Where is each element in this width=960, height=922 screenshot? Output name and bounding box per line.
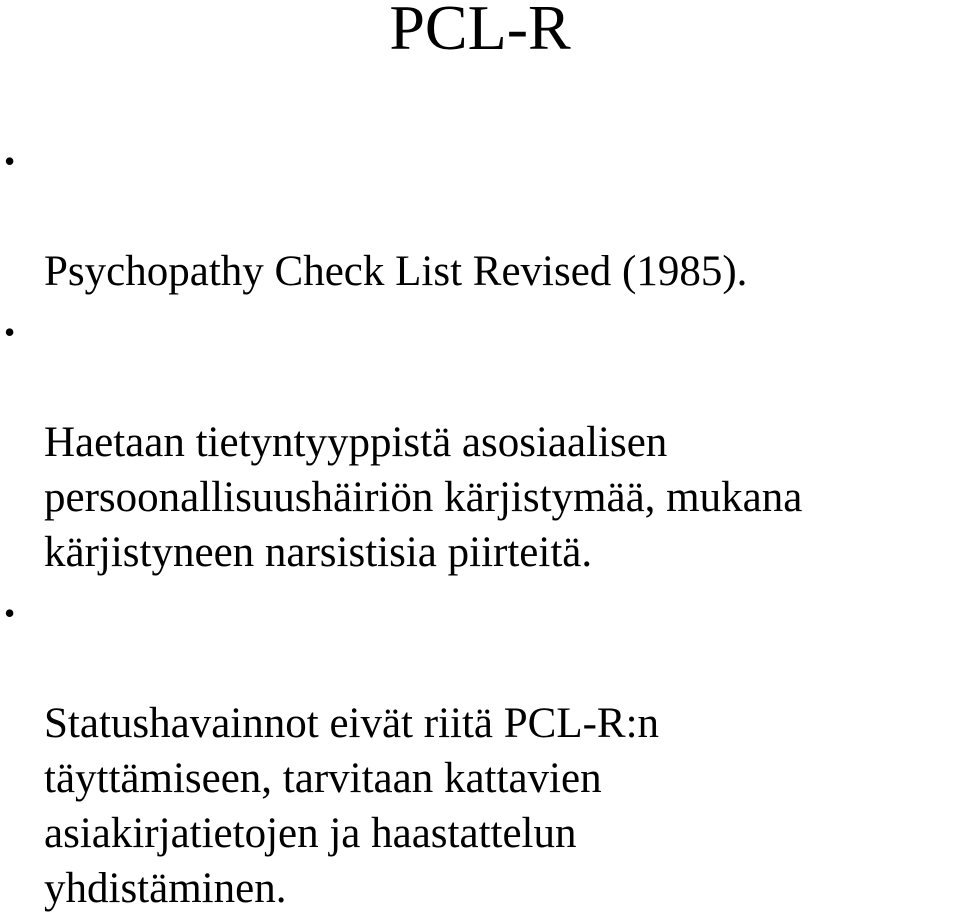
- bullet-text: Haetaan tietyntyyppistä asosiaalisen persoonallisuushäiriön kärjistymää, mukana kärjistyneen narsistisia piirteitä.: [44, 419, 803, 576]
- bullet-text: Statushavainnot eivät riitä PCL-R:n täyttämiseen, tarvitaan kattavien asiakirjatietojen ja haastattelun yhdistäminen.: [44, 700, 660, 912]
- bullet-item: [0, 586, 960, 916]
- bullet-text: Psychopathy Check List Revised (1985).: [44, 248, 748, 295]
- bullet-item: [0, 134, 960, 299]
- bullet-list: [0, 134, 960, 922]
- bullet-icon: •: [4, 143, 16, 179]
- bullet-item: [0, 305, 960, 580]
- bullet-icon: •: [4, 314, 16, 350]
- bullet-icon: •: [4, 595, 16, 631]
- slide-title: PCL-R: [389, 0, 571, 63]
